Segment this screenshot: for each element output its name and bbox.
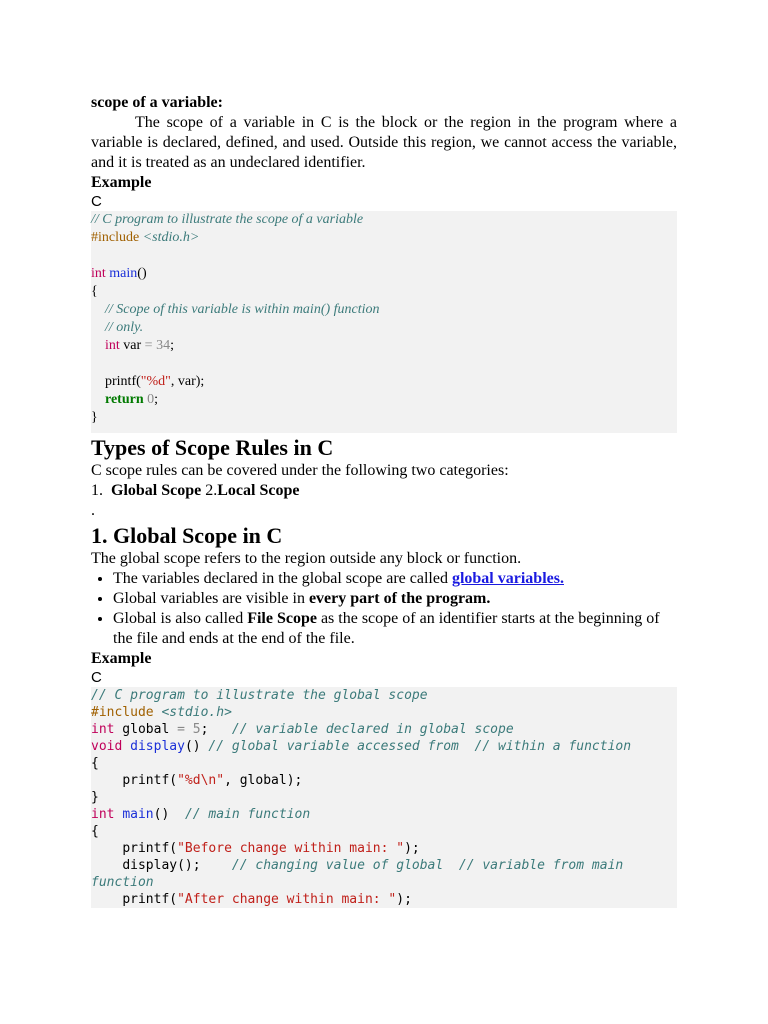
code-comment: // only. — [105, 320, 144, 335]
global-intro: The global scope refers to the region outside any block or function. — [91, 550, 522, 567]
bullet-text: as the scope of an identifier starts at the beginning of the file and ends at the end of the file. — [113, 610, 660, 647]
list-number: 1. — [91, 482, 103, 499]
code-preprocessor: #include — [91, 230, 140, 245]
code-comment: // main function — [184, 807, 311, 822]
code-text: printf( — [91, 773, 178, 788]
code-text: ); — [404, 841, 420, 856]
code-number: 0 — [147, 392, 155, 407]
list-number: 2. — [205, 482, 218, 499]
code-function: display — [130, 739, 185, 754]
code-text: var — [123, 338, 142, 353]
list-item — [113, 569, 677, 589]
example-label: Example — [91, 174, 152, 191]
heading-global-scope: 1. Global Scope in C — [91, 523, 283, 548]
list-item-global-scope: Global Scope — [111, 482, 202, 499]
code-text: global — [114, 722, 178, 737]
code-comment: // variable declared in global scope — [231, 722, 514, 737]
heading-types-of-scope: Types of Scope Rules in C — [91, 435, 334, 460]
code-operator: = — [177, 722, 185, 737]
bullet-text: Global is also called — [113, 610, 248, 627]
code-text: { — [91, 756, 99, 771]
code-block-global-scope — [91, 687, 677, 908]
code-keyword: void — [91, 739, 123, 754]
code-keyword: int — [91, 722, 115, 737]
list-item — [113, 609, 677, 649]
code-string: "%d" — [140, 374, 171, 389]
code-keyword-return: return — [105, 392, 144, 407]
code-header: <stdio.h> — [161, 705, 232, 720]
code-text: ; — [200, 722, 232, 737]
code-text: ; — [170, 338, 174, 353]
code-header: <stdio.h> — [142, 230, 200, 245]
code-text: ; — [154, 392, 159, 407]
example-label: Example — [91, 650, 152, 667]
global-bullet-list — [91, 569, 677, 649]
code-text: ); — [396, 892, 412, 907]
code-keyword: int — [105, 338, 120, 353]
code-text: , global); — [224, 773, 303, 788]
code-text: { — [91, 284, 98, 299]
code-comment: // Scope of this variable is within main() function — [105, 302, 380, 317]
code-number: 34 — [156, 338, 171, 353]
types-list — [91, 481, 677, 501]
code-text: () — [153, 807, 185, 822]
global-variables-link[interactable]: global variables. — [451, 570, 564, 587]
code-block-variable-scope — [91, 211, 677, 433]
bullet-bold-text: File Scope — [247, 610, 317, 627]
code-operator: = — [144, 338, 153, 353]
code-comment: // C program to illustrate the scope of a variable — [91, 212, 364, 227]
code-number: 5 — [192, 722, 201, 737]
bullet-text: The variables declared in the global scope are called — [113, 570, 452, 587]
code-text: printf( — [91, 841, 178, 856]
code-text: , var); — [170, 374, 205, 389]
code-keyword: int — [91, 807, 115, 822]
code-text: () — [137, 266, 147, 281]
code-text: printf( — [91, 892, 178, 907]
bullet-text: Global variables are visible in — [113, 590, 309, 607]
code-text: display(); — [91, 858, 232, 873]
code-string: "Before change within main: " — [177, 841, 405, 856]
code-text: printf( — [105, 374, 141, 389]
section-heading-scope: scope of a variable: — [91, 94, 223, 111]
code-string: "After change within main: " — [177, 892, 397, 907]
types-intro: C scope rules can be covered under the following two categories: — [91, 462, 509, 479]
code-text: { — [91, 824, 99, 839]
code-text: } — [91, 790, 99, 805]
code-function: main — [122, 807, 154, 822]
bullet-bold-text: every part of the program. — [308, 590, 491, 607]
code-keyword: int — [91, 266, 106, 281]
code-text: } — [91, 410, 98, 425]
code-string: "%d\n" — [177, 773, 225, 788]
scope-paragraph: The scope of a variable in C is the block or the region in the program where a variable is declared, defined, and used. Outside this region, we cannot access the variable, and it is treated as an undeclared identifier. — [91, 114, 677, 171]
code-text: () — [184, 739, 209, 754]
language-label: C — [91, 193, 102, 210]
code-comment: // changing value of global // variable from main function — [91, 858, 632, 890]
list-item — [113, 589, 677, 609]
document-page — [91, 93, 677, 908]
list-item-local-scope: Local Scope — [217, 482, 300, 499]
code-comment: // global variable accessed from // within a function — [208, 739, 632, 754]
code-comment: // C program to illustrate the global scope — [91, 688, 428, 703]
stray-dot: . — [91, 502, 95, 519]
language-label: C — [91, 669, 102, 686]
code-preprocessor: #include — [91, 705, 154, 720]
code-function: main — [109, 266, 138, 281]
